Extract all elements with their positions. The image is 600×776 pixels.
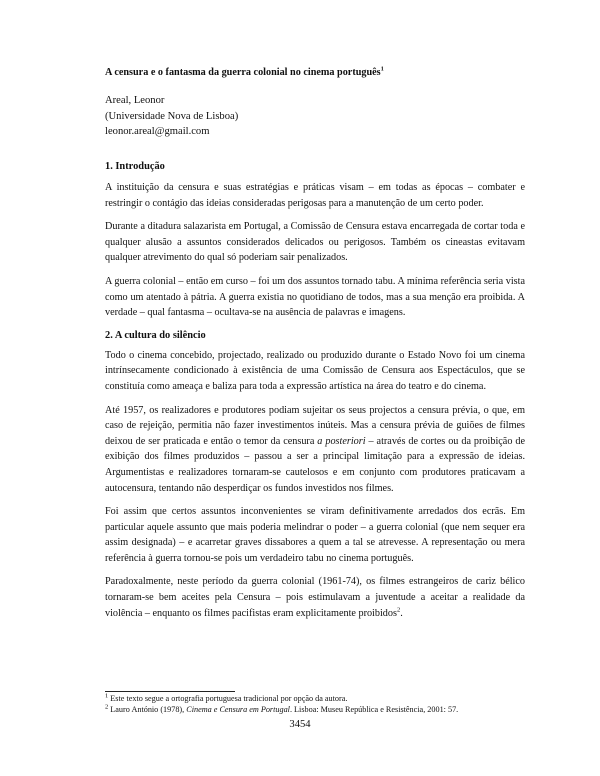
footnote-text: . Lisboa: Museu República e Resistência, 2001: 57. bbox=[289, 704, 459, 714]
author-email: leonor.areal@gmail.com bbox=[105, 126, 210, 137]
paragraph bbox=[105, 403, 525, 497]
author-block bbox=[105, 93, 525, 140]
paper-title bbox=[105, 66, 525, 79]
paragraph: Foi assim que certos assuntos inconvenientes se viram definitivamente arredados dos ecrãs. Em particular aquele assunto que mais poderia melindrar o poder – a guerra colonial (que nem sequer era assim designada) – e acarretar graves dissabores a quem a tal se atrevesse. A representação ou mera referência à guerra tornou-se pois um verdadeiro tabu no cinema português. bbox=[105, 506, 525, 564]
paragraph-text: . bbox=[400, 607, 403, 619]
paragraph-text: Paradoxalmente, neste período da guerra colonial (1961-74), os filmes estrangeiros de cariz bélico tornaram-se bem aceites pela Censura – pois estimulavam a juventude a aceitar a realidade da violência – enquanto os filmes pacifistas eram explicitamente proibidos bbox=[105, 576, 525, 619]
page-number: 3454 bbox=[289, 719, 311, 730]
section-heading-introducao: 1. Introdução bbox=[105, 161, 165, 172]
paper-title-text: A censura e o fantasma da guerra colonial no cinema português bbox=[105, 67, 381, 78]
footnote-separator bbox=[105, 691, 235, 692]
footnote-italic-title: Cinema e Censura em Portugal bbox=[186, 704, 290, 714]
paragraph-text: – através de cortes ou da proibição de exibição dos filmes produzidos – passou a ser a principal limitação para a expressão de ideias. Argumentistas e realizadores tornaram-se cautelosos e em conjunto com produtores praticavam a autocensura, tentando não desperdiçar os fundos investidos nos filmes. bbox=[105, 435, 525, 494]
body-text bbox=[105, 161, 525, 629]
footnote-number: 1 bbox=[105, 692, 109, 700]
footnotes bbox=[105, 694, 525, 715]
paragraph: Durante a ditadura salazarista em Portugal, a Comissão de Censura estava encarregada de cortar toda e qualquer alusão a assuntos considerados delicados ou perigosos. Também os cineastas evitavam qualquer atrevimento do qual só poderiam sair penalizados. bbox=[105, 221, 525, 264]
title-footnote-mark: 1 bbox=[380, 65, 384, 73]
footnote-1 bbox=[105, 694, 525, 705]
paragraph: A instituição da censura e suas estratégias e práticas visam – em todas as épocas – combater e restringir o contágio das ideias consideradas perigosas para a manutenção de um certo poder. bbox=[105, 182, 525, 209]
paragraph: A guerra colonial – então em curso – foi um dos assuntos tornado tabu. A mínima referência seria vista como um atentado à pátria. A guerra existia no quotidiano de todos, mas a sua menção era proibida. A verdade – qual fantasma – ocultava-se na ausência de palavras e imagens. bbox=[105, 275, 525, 319]
section-heading-cultura-do-silencio: 2. A cultura do silêncio bbox=[105, 329, 206, 341]
author-affiliation: (Universidade Nova de Lisboa) bbox=[105, 110, 239, 122]
footnote-text: Lauro António (1978), bbox=[110, 704, 187, 714]
footnote-mark: 2 bbox=[396, 606, 401, 614]
footnote-2 bbox=[105, 702, 525, 716]
paragraph: Todo o cinema concebido, projectado, realizado ou produzido durante o Estado Novo foi um cinema intrínsecamente condicionado à existência de uma Comissão de Censura aos Espectáculos, que se constituía como ameaça e baliza para toda a expressão artística na área do teatro e do cinema. bbox=[105, 349, 525, 392]
paragraph bbox=[105, 574, 525, 621]
footnote-text: Este texto segue a ortografia portuguesa tradicional por opção da autora. bbox=[110, 694, 348, 703]
footnote-number: 2 bbox=[105, 702, 109, 710]
paragraph-text: Até 1957, os realizadores e produtores podiam sujeitar os seus projectos a censura prévia, o que, em caso de rejeição, permitia não fazer investimentos inúteis. Mas a censura prévia de guiões de filmes deixou de ser praticada e então o temor da censura bbox=[105, 404, 525, 447]
italic-term: a posteriori bbox=[317, 435, 366, 447]
author-name: Areal, Leonor bbox=[105, 95, 165, 106]
